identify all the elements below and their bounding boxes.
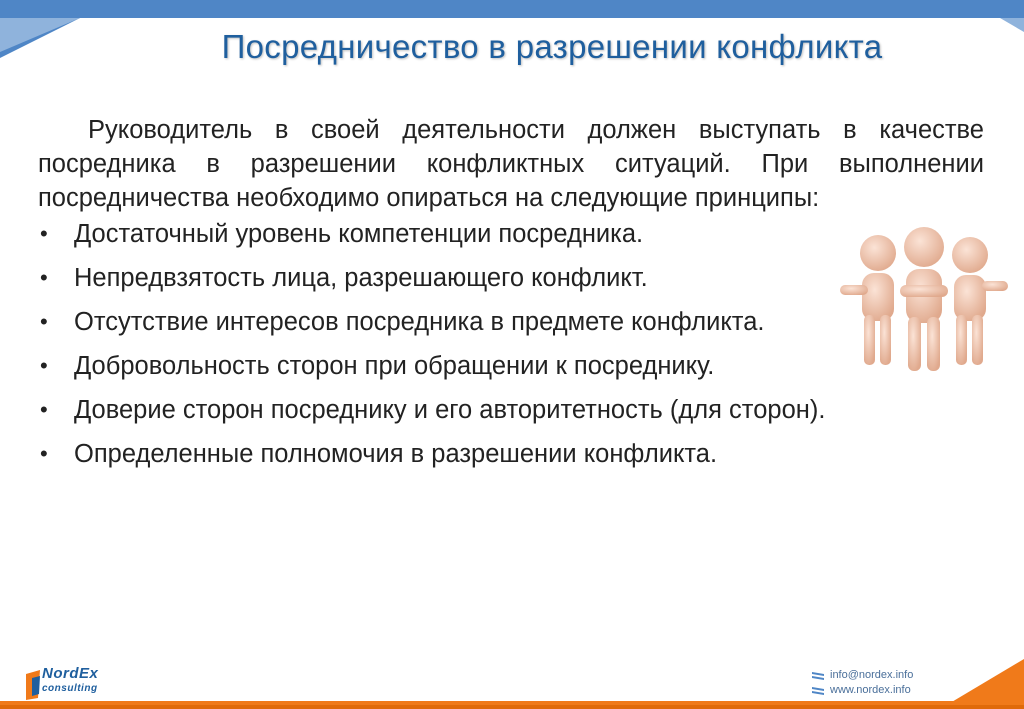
- page-title: Посредничество в разрешении конфликта: [221, 28, 883, 65]
- contact-info: [812, 668, 913, 698]
- blue-stripes-icon: [812, 687, 824, 695]
- website-row: [812, 683, 913, 698]
- list-item: • Отсутствие интересов посредника в предмете конфликта.: [38, 305, 984, 339]
- logo-tagline: consulting: [42, 683, 98, 694]
- list-item: • Достаточный уровень компетенции посредника.: [38, 217, 984, 251]
- list-item: • Добровольность сторон при обращении к посреднику.: [38, 349, 984, 383]
- website-link[interactable]: www.nordex.info: [830, 684, 911, 696]
- list-item: • Непредвзятость лица, разрешающего конфликт.: [38, 261, 984, 295]
- logo-name: NordEx: [42, 665, 99, 682]
- email-row: [812, 668, 913, 683]
- intro-paragraph: Руководитель в своей деятельности должен выступать в качестве посредника в разрешении конфликтных ситуаций. При выполнении посредничества необходимо опираться на следующие принципы:: [38, 116, 984, 212]
- list-item: • Определенные полномочия в разрешении конфликта.: [38, 437, 984, 471]
- three-people-figures-icon: [836, 225, 1012, 375]
- email-link[interactable]: info@nordex.info: [830, 669, 914, 681]
- list-item: • Доверие сторон посреднику и его авторитетность (для сторон).: [38, 393, 984, 427]
- blue-stripes-icon: [812, 672, 824, 680]
